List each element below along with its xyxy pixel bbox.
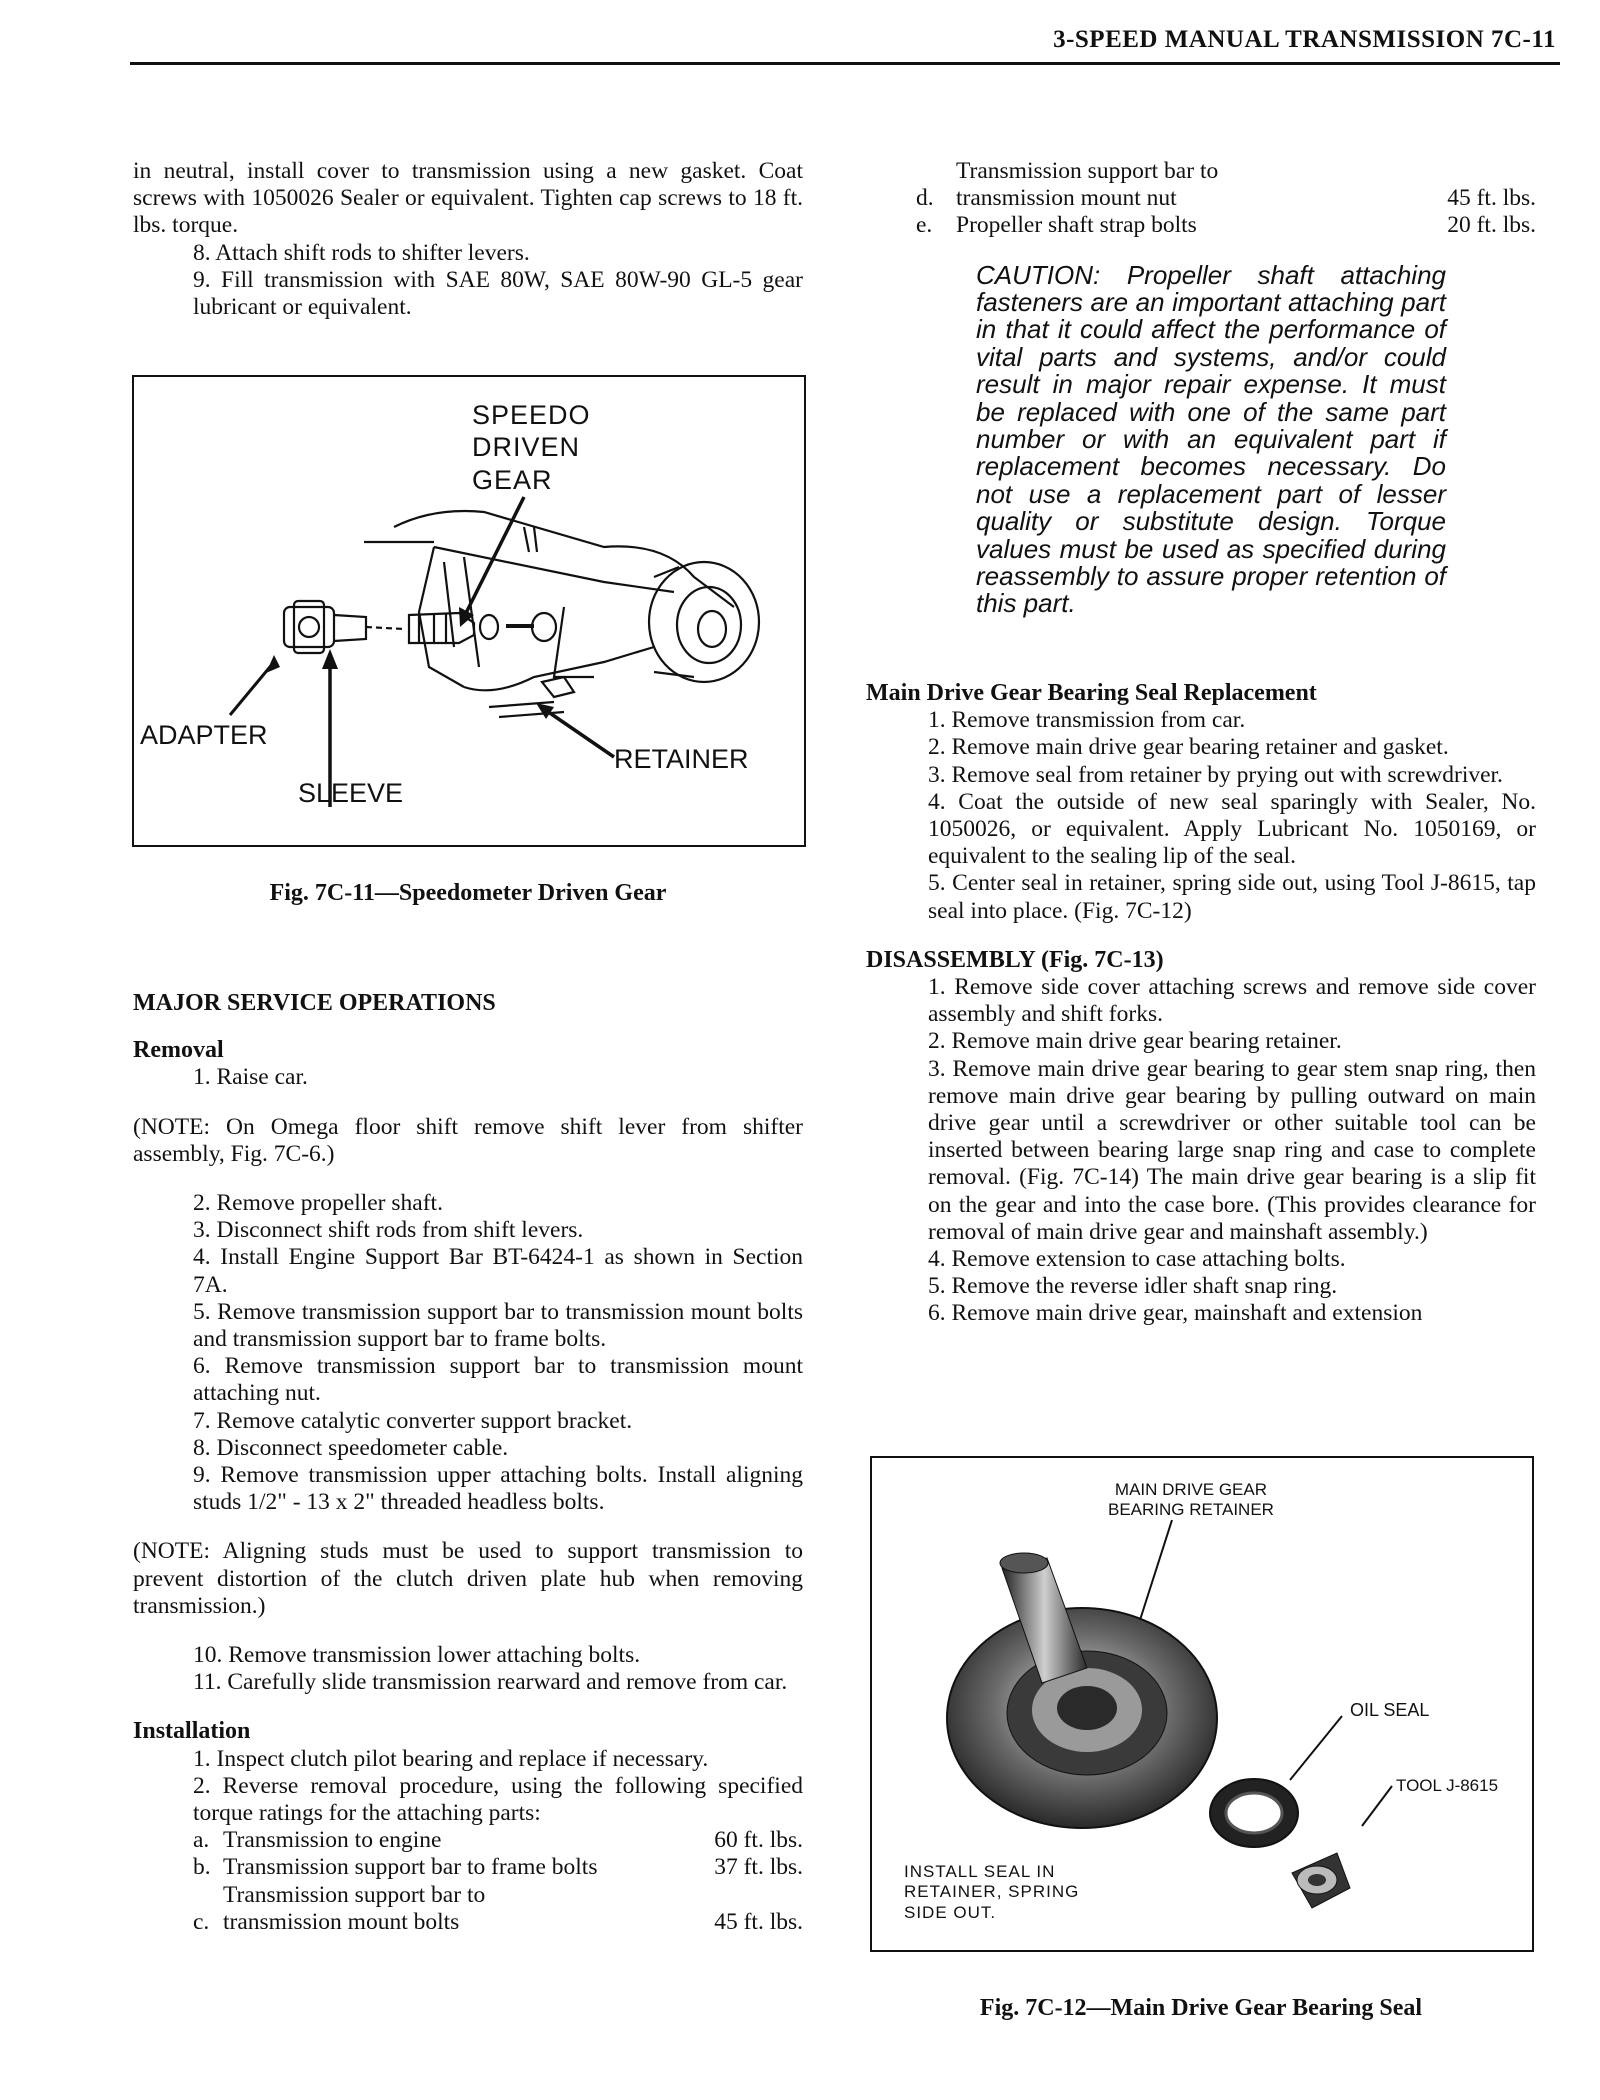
removal-step: 4. Install Engine Support Bar BT-6424-1 as shown in Section 7A. <box>193 1244 803 1298</box>
removal-step: 6. Remove transmission support bar to transmission mount attaching nut. <box>193 1353 803 1407</box>
label-adapter: ADAPTER <box>140 720 268 750</box>
torque-item-text: Transmission support bar to frame bolts <box>223 1854 598 1881</box>
seal-replacement-heading: Main Drive Gear Bearing Seal Replacement <box>866 680 1317 706</box>
disassembly-step: 2. Remove main drive gear bearing retainer. <box>928 1028 1342 1055</box>
caution-notice: CAUTION: Propeller shaft attaching fasteners are an important attaching part in that it could affect the performance of vital parts and systems, and/or could result in major repair expense. It must be replaced with one of the same part number or with an equivalent part if replacement becomes necessary. Do not use a replacement part of lesser quality or substitute design. Torque values must be used as specified during reassembly to assure proper retention of this part. <box>976 259 1446 619</box>
label-oil-seal: OIL SEAL <box>1350 1700 1430 1720</box>
label-install-seal: INSTALL SEAL IN RETAINER, SPRING SIDE OUT. <box>904 1862 1080 1922</box>
seal-step: 3. Remove seal from retainer by prying out with screwdriver. <box>928 761 1503 788</box>
removal-step: 11. Carefully slide transmission rearward and remove from car. <box>193 1669 788 1696</box>
removal-step: 10. Remove transmission lower attaching bolts. <box>193 1642 641 1669</box>
removal-note: (NOTE: On Omega floor shift remove shift lever from shifter assembly, Fig. 7C-6.) <box>133 1113 803 1167</box>
torque-item-text: Transmission support bar to transmission mount nut <box>956 158 1219 212</box>
torque-item-value: 45 ft. lbs. <box>1447 185 1536 212</box>
intro-paragraph: in neutral, install cover to transmission using a new gasket. Coat screws with 1050026 Sealer or equivalent. Tighten cap screws to 18 ft. lbs. torque. <box>133 158 803 239</box>
right-torque-block <box>866 158 1536 618</box>
removal-step: 3. Disconnect shift rods from shift levers. <box>193 1217 584 1244</box>
label-retainer: RETAINER <box>614 744 749 774</box>
seal-step: 5. Center seal in retainer, spring side out, using Tool J-8615, tap seal into place. (Fig. 7C-12) <box>928 870 1536 924</box>
step-9: 9. Fill transmission with SAE 80W, SAE 80W-90 GL-5 gear lubricant or equivalent. <box>193 266 803 321</box>
figure-7c-12-caption: Fig. 7C-12—Main Drive Gear Bearing Seal <box>979 1995 1423 2021</box>
torque-item-text: Propeller shaft strap bolts <box>956 212 1197 239</box>
disassembly-step: 4. Remove extension to case attaching bolts. <box>928 1246 1346 1273</box>
torque-item <box>133 1827 803 1854</box>
torque-item-label: c. <box>193 1908 210 1935</box>
left-major-service-block <box>133 990 803 1936</box>
installation-step: 2. Reverse removal procedure, using the following specified torque ratings for the attaching parts: <box>193 1772 803 1827</box>
header-rule <box>130 62 1560 65</box>
removal-step: 2. Remove propeller shaft. <box>193 1190 443 1217</box>
torque-item-label: a. <box>193 1827 210 1854</box>
figure-7c-11 <box>132 375 806 847</box>
major-service-heading: MAJOR SERVICE OPERATIONS <box>133 990 496 1016</box>
seal-step: 4. Coat the outside of new seal sparingly with Sealer, No. 1050026, or equivalent. Apply Lubricant No. 1050169, or equivalent to the sealing lip of the seal. <box>928 788 1536 870</box>
torque-item <box>866 212 1536 239</box>
removal-heading: Removal <box>133 1037 224 1064</box>
step-8: 8. Attach shift rods to shifter levers. <box>193 239 530 266</box>
removal-note: (NOTE: Aligning studs must be used to support transmission to prevent distortion of the clutch driven plate hub when removing transmission.) <box>133 1538 803 1619</box>
removal-step: 1. Raise car. <box>193 1064 308 1091</box>
torque-item-label: b. <box>193 1854 211 1881</box>
page-header-title: 3-SPEED MANUAL TRANSMISSION 7C-11 <box>1053 26 1556 53</box>
installation-step: 1. Inspect clutch pilot bearing and replace if necessary. <box>193 1745 709 1772</box>
torque-item-label: e. <box>916 212 933 239</box>
label-main-drive-gear-bearing-retainer: MAIN DRIVE GEAR BEARING RETAINER <box>1108 1480 1274 1520</box>
torque-item-label: d. <box>916 185 934 212</box>
torque-item-value: 37 ft. lbs. <box>714 1854 803 1881</box>
torque-item <box>133 1854 803 1881</box>
disassembly-step: 5. Remove the reverse idler shaft snap ring. <box>928 1273 1338 1300</box>
removal-step: 8. Disconnect speedometer cable. <box>193 1434 509 1461</box>
seal-step: 1. Remove transmission from car. <box>928 707 1246 734</box>
torque-item-value: 60 ft. lbs. <box>714 1827 803 1854</box>
seal-step: 2. Remove main drive gear bearing retainer and gasket. <box>928 734 1449 761</box>
right-procedures-block <box>866 680 1536 1328</box>
installation-heading: Installation <box>133 1718 251 1745</box>
disassembly-step: 3. Remove main drive gear bearing to gear stem snap ring, then remove main drive gear bearing by pulling outward on main drive gear until a screwdriver or other suitable tool can be inserted between bearing large snap ring and case to complete removal. (Fig. 7C-14) The main drive gear bearing is a slip fit on the gear and into the case bore. (This provides clearance for removal of main drive gear and mainshaft assembly.) <box>928 1055 1536 1245</box>
removal-step: 9. Remove transmission upper attaching bolts. Install aligning studs 1/2" - 13 x 2" threaded headless bolts. <box>193 1462 803 1516</box>
disassembly-step: 1. Remove side cover attaching screws and remove side cover assembly and shift forks. <box>928 974 1536 1028</box>
label-sleeve: SLEEVE <box>298 778 404 808</box>
torque-item <box>133 1882 803 1936</box>
removal-step: 5. Remove transmission support bar to transmission mount bolts and transmission support bar to frame bolts. <box>193 1298 803 1353</box>
left-intro-block <box>133 158 803 321</box>
torque-item-value: 45 ft. lbs. <box>714 1908 803 1935</box>
removal-step: 7. Remove catalytic converter support bracket. <box>193 1407 633 1434</box>
label-speedo-driven-gear: SPEEDO DRIVEN GEAR <box>472 400 591 495</box>
figure-7c-12 <box>870 1456 1534 1952</box>
figure-7c-11-caption: Fig. 7C-11—Speedometer Driven Gear <box>269 880 667 906</box>
torque-item-value: 20 ft. lbs. <box>1447 212 1536 239</box>
disassembly-step: 6. Remove main drive gear, mainshaft and extension <box>928 1300 1423 1327</box>
torque-item-text: Transmission to engine <box>223 1827 442 1854</box>
torque-item-text: Transmission support bar to transmission mount bolts <box>223 1881 486 1935</box>
label-tool-j-8615: TOOL J-8615 <box>1396 1776 1499 1795</box>
torque-item <box>866 158 1536 212</box>
disassembly-heading: DISASSEMBLY (Fig. 7C-13) <box>866 946 1164 973</box>
